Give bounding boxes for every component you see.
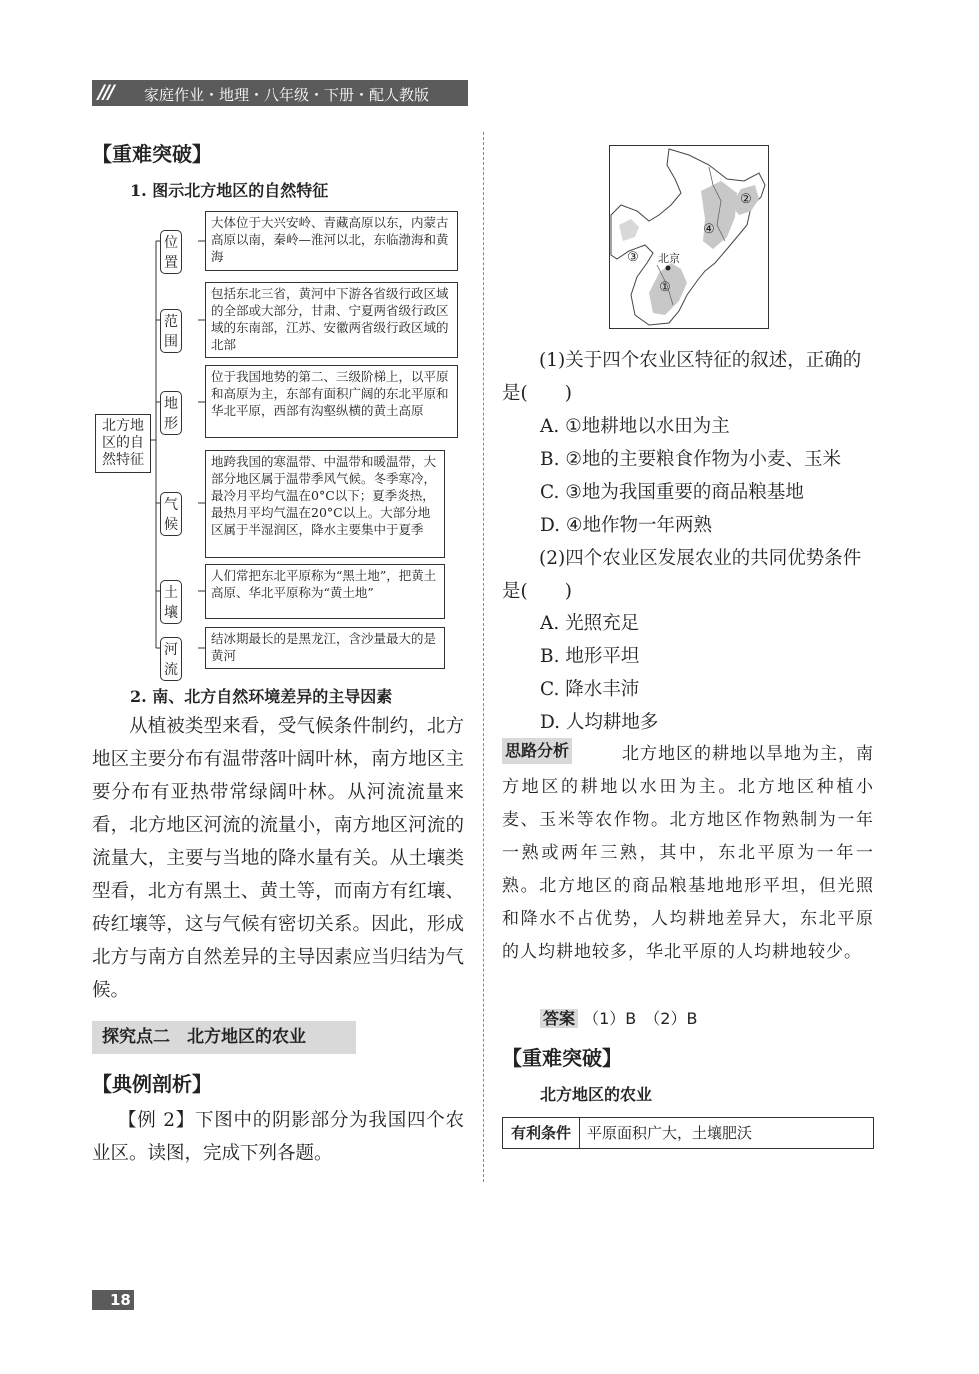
- section-banner-agriculture: 探究点二 北方地区的农业: [92, 1021, 356, 1054]
- map-label-4: ④: [703, 222, 715, 237]
- page-number-badge: [92, 1290, 134, 1310]
- mind-map-root: 北方地区的自然特征: [95, 414, 151, 473]
- column-divider: [483, 132, 484, 1182]
- tag-climate: 气候: [160, 492, 182, 536]
- analysis-tag: 思路分析: [502, 738, 572, 764]
- map-label-3: ③: [627, 250, 639, 265]
- box-rivers: 结冰期最长的是黑龙江，含沙量最大的是黄河: [205, 627, 445, 669]
- box-climate: 地跨我国的寒温带、中温带和暖温带，大部分地区属于温带季风气候。冬季寒冷，最冷月平均气温在0°C以下；夏季炎热，最热月平均气温在20°C以上。大部分地区属于半湿润区，降水主要集中于夏季: [205, 450, 445, 558]
- analysis-text: 北方地区的耕地以旱地为主，南方地区的耕地以水田为主。北方地区种植小麦、玉米等农作物。北方地区作物熟制为一年一熟或两年三熟，其中，东北平原为一年一熟。北方地区的商品粮基地地形平坦，但光照和降水不占优势，人均耕地差异大，东北平原的人均耕地较多，华北平原的人均耕地较少。: [502, 744, 874, 962]
- subheading-1: 1. 图示北方地区的自然特征: [130, 181, 329, 200]
- q1-option-d: D. ④地作物一年两熟: [540, 515, 713, 536]
- paragraph-climate-factor: 从植被类型来看，受气候条件制约，北方地区主要分布有温带落叶阔叶林，南方地区主要分布有亚热带常绿阔叶林。从河流流量来看，北方地区河流的流量小，南方地区河流的流量大，主要与当地的降水量有关。从土壤类型看，北方有黑土、黄土等，而南方有红壤、砖红壤等，这与气候有密切关系。因此，形成北方与南方自然差异的主导因素应当归结为气候。: [92, 716, 464, 1001]
- conditions-table: [502, 1117, 874, 1149]
- box-terrain: 位于我国地势的第二、三级阶梯上，以平原和高原为主，东部有面积广阔的东北平原和华北平原，西部有沟壑纵横的黄土高原: [205, 365, 458, 438]
- q2-option-b: B. 地形平坦: [540, 646, 640, 667]
- tag-location: 位置: [160, 230, 182, 274]
- q2-option-a: A. 光照充足: [540, 613, 640, 634]
- answer-text: （1）B （2）B: [583, 1009, 698, 1028]
- page-number: 18: [110, 1291, 131, 1309]
- map-label-1: ①: [659, 280, 671, 295]
- beijing-dot: [666, 266, 671, 271]
- q2-option-c: C. 降水丰沛: [540, 679, 640, 700]
- answer-line: [540, 1002, 697, 1035]
- map-figure: [609, 145, 769, 329]
- map-label-2: ②: [740, 192, 752, 207]
- question-2: (2)四个农业区发展农业的共同优势条件是( ): [502, 548, 862, 602]
- tag-soil: 土壤: [160, 580, 182, 624]
- q1-option-b: B. ②地的主要粮食作物为小麦、玉米: [540, 449, 841, 470]
- section-title-difficult: 【重难突破】: [92, 142, 212, 166]
- analysis-block: [502, 738, 874, 969]
- question-1: (1)关于四个农业区特征的叙述，正确的是( ): [502, 350, 862, 404]
- box-location: 大体位于大兴安岭、青藏高原以东，内蒙古高原以南，秦岭—淮河以北，东临渤海和黄海: [205, 211, 458, 271]
- answer-tag: 答案: [540, 1009, 578, 1028]
- q1-option-a: A. ①地耕地以水田为主: [540, 416, 730, 437]
- table-cell-value: 平原面积广大，土壤肥沃: [587, 1124, 753, 1142]
- section-title-example: 【典例剖析】: [92, 1072, 212, 1096]
- tag-scope: 范围: [160, 309, 182, 353]
- q1-option-c: C. ③地为我国重要的商品粮基地: [540, 482, 804, 503]
- subheading-2: 2. 南、北方自然环境差异的主导因素: [130, 687, 393, 706]
- subheading-agriculture: 北方地区的农业: [540, 1085, 653, 1104]
- tag-terrain: 地形: [160, 391, 182, 435]
- q2-option-d: D. 人均耕地多: [540, 712, 659, 733]
- header-slashes: ///: [98, 81, 113, 103]
- box-soil: 人们常把东北平原称为“黑土地”，把黄土高原、华北平原称为“黄土地”: [205, 564, 445, 619]
- section-title-difficult-2: 【重难突破】: [502, 1046, 622, 1070]
- box-scope: 包括东北三省，黄河中下游各省级行政区域的全部或大部分，甘肃、宁夏两省级行政区域的东南部，江苏、安徽两省级行政区域的北部: [205, 282, 458, 358]
- example-2-text: 【例 2】下图中的阴影部分为我国四个农业区。读图，完成下列各题。: [92, 1110, 464, 1164]
- table-cell-label: 有利条件: [503, 1118, 580, 1148]
- tag-rivers: 河流: [160, 637, 182, 681]
- map-city-beijing: 北京: [658, 252, 680, 265]
- header-title: 家庭作业・地理・八年级・下册・配人教版: [144, 86, 430, 104]
